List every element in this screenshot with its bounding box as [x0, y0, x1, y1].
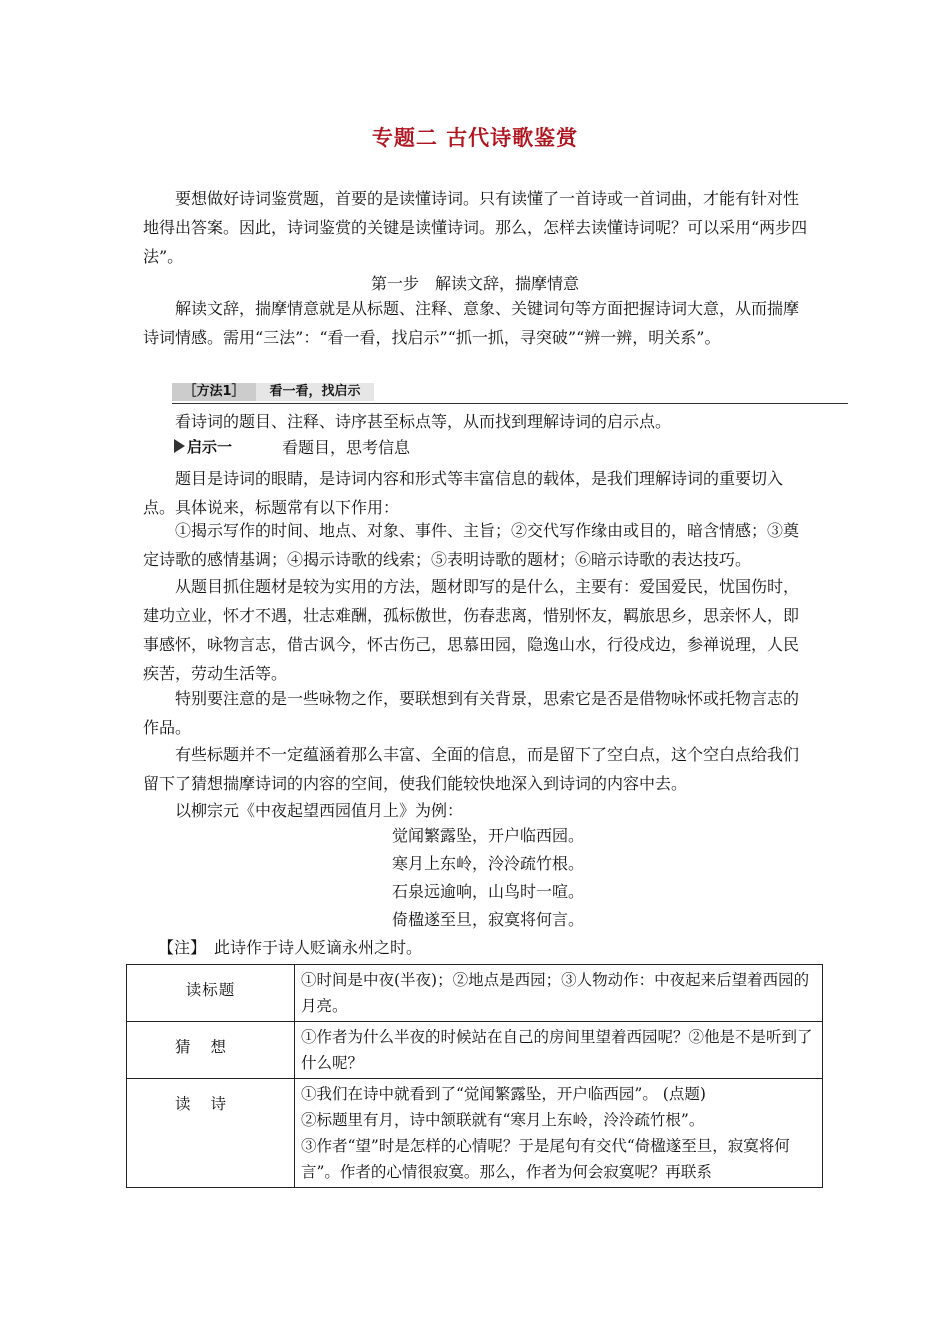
- method1-tag: ［方法1］: [172, 383, 256, 401]
- method1-bar: [172, 383, 848, 404]
- table-row-content: [295, 1022, 823, 1079]
- hint1-tag: [174, 438, 258, 457]
- table-row: [127, 1022, 823, 1079]
- paragraph-blank-spots: 有些标题并不一定蕴涵着那么丰富、全面的信息，而是留下了空白点，这个空白点给我们留下了猜想揣摩诗词的内容的空间，使我们能较快地深入到诗词的内容中去。: [143, 745, 800, 793]
- play-triangle-icon: [174, 439, 185, 453]
- paragraph-title-functions: ①揭示写作的时间、地点、对象、事件、主旨；②交代写作缘由或目的，暗含情感；③奠定诗歌的感情基调；④揭示诗歌的线索；⑤表明诗歌的题材；⑥暗示诗歌的表达技巧。: [143, 521, 800, 569]
- page-title: 专题二 古代诗歌鉴赏: [371, 126, 579, 150]
- analysis-table: [126, 964, 823, 1188]
- intro-paragraph: 要想做好诗词鉴赏题，首要的是读懂诗词。只有读懂了一首诗或一首词曲，才能有针对性地得出答案。因此，诗词鉴赏的关键是读懂诗词。那么，怎样去读懂诗词呢？可以采用“两步四法”。: [143, 189, 808, 266]
- table-row: [127, 965, 823, 1022]
- method1-description: 看诗词的题目、注释、诗序甚至标点等，从而找到理解诗词的启示点。: [175, 412, 672, 431]
- table-cell-line: ②标题里有月，诗中颔联就有“寒月上东岭，泠泠疏竹根”。: [301, 1111, 705, 1129]
- hint1-tag-label: 启示一: [187, 438, 233, 456]
- poem-line-4: 倚楹遂至旦，寂寞将何言。: [392, 910, 585, 929]
- table-row-label: 读标题: [127, 965, 295, 1022]
- method1-label: 看一看，找启示: [256, 383, 374, 401]
- paragraph-object-poems: 特别要注意的是一些咏物之作，要联想到有关背景，思索它是否是借物咏怀或托物言志的作品。: [143, 689, 800, 737]
- step1-description: 解读文辞，揣摩情意就是从标题、注释、意象、关键词句等方面把握诗词大意，从而揣摩诗词情感。需用“三法”：“看一看，找启示”“抓一抓，寻突破”“辨一辨，明关系”。: [143, 299, 800, 347]
- paragraph-themes: 从题目抓住题材是较为实用的方法，题材即写的是什么，主要有：爱国爱民，忧国伤时，建功立业，怀才不遇，壮志难酬，孤标傲世，伤春悲离，惜别怀友，羁旅思乡，思亲怀人，即事感怀，咏物言志，借古讽今，怀古伤己，思慕田园，隐逸山水，行役戍边，参禅说理，人民疾苦，劳动生活等。: [143, 577, 800, 683]
- paragraph-title-role: 题目是诗词的眼睛，是诗词内容和形式等丰富信息的载体，是我们理解诗词的重要切入点。具体说来，标题常有以下作用：: [143, 469, 784, 517]
- table-row-content: [295, 1079, 823, 1188]
- poem-line-3: 石泉远逾响，山鸟时一喧。: [392, 882, 585, 901]
- hint1-text: 看题目，思考信息: [282, 438, 411, 457]
- table-row-content: [295, 965, 823, 1022]
- table-cell-line: ①我们在诗中就看到了“觉闻繁露坠，开户临西园”。 (点题): [301, 1085, 706, 1103]
- table-row-label: 读诗: [127, 1079, 295, 1188]
- table-cell-line: ①时间是中夜(半夜)；②地点是西园；③人物动作：中夜起来后望着西园的月亮。: [301, 971, 810, 1015]
- table-cell-line: ①作者为什么半夜的时候站在自己的房间里望着西园呢？②他是不是听到了什么呢？: [301, 1028, 813, 1072]
- poem-line-2: 寒月上东岭，泠泠疏竹根。: [392, 854, 585, 873]
- poem-note: 【注】 此诗作于诗人贬谪永州之时。: [158, 938, 423, 957]
- table-row-label: 猜想: [127, 1022, 295, 1079]
- poem-line-1: 觉闻繁露坠，开户临西园。: [392, 826, 585, 845]
- step1-heading: 第一步 解读文辞，揣摩情意: [370, 274, 579, 293]
- paragraph-example-intro: 以柳宗元《中夜起望西园值月上》为例：: [175, 801, 464, 820]
- table-row: [127, 1079, 823, 1188]
- table-cell-line: ③作者“望”时是怎样的心情呢？于是尾句有交代“倚楹遂至旦，寂寞将何言”。作者的心情很寂寞。那么，作者为何会寂寞呢？再联系: [301, 1137, 790, 1181]
